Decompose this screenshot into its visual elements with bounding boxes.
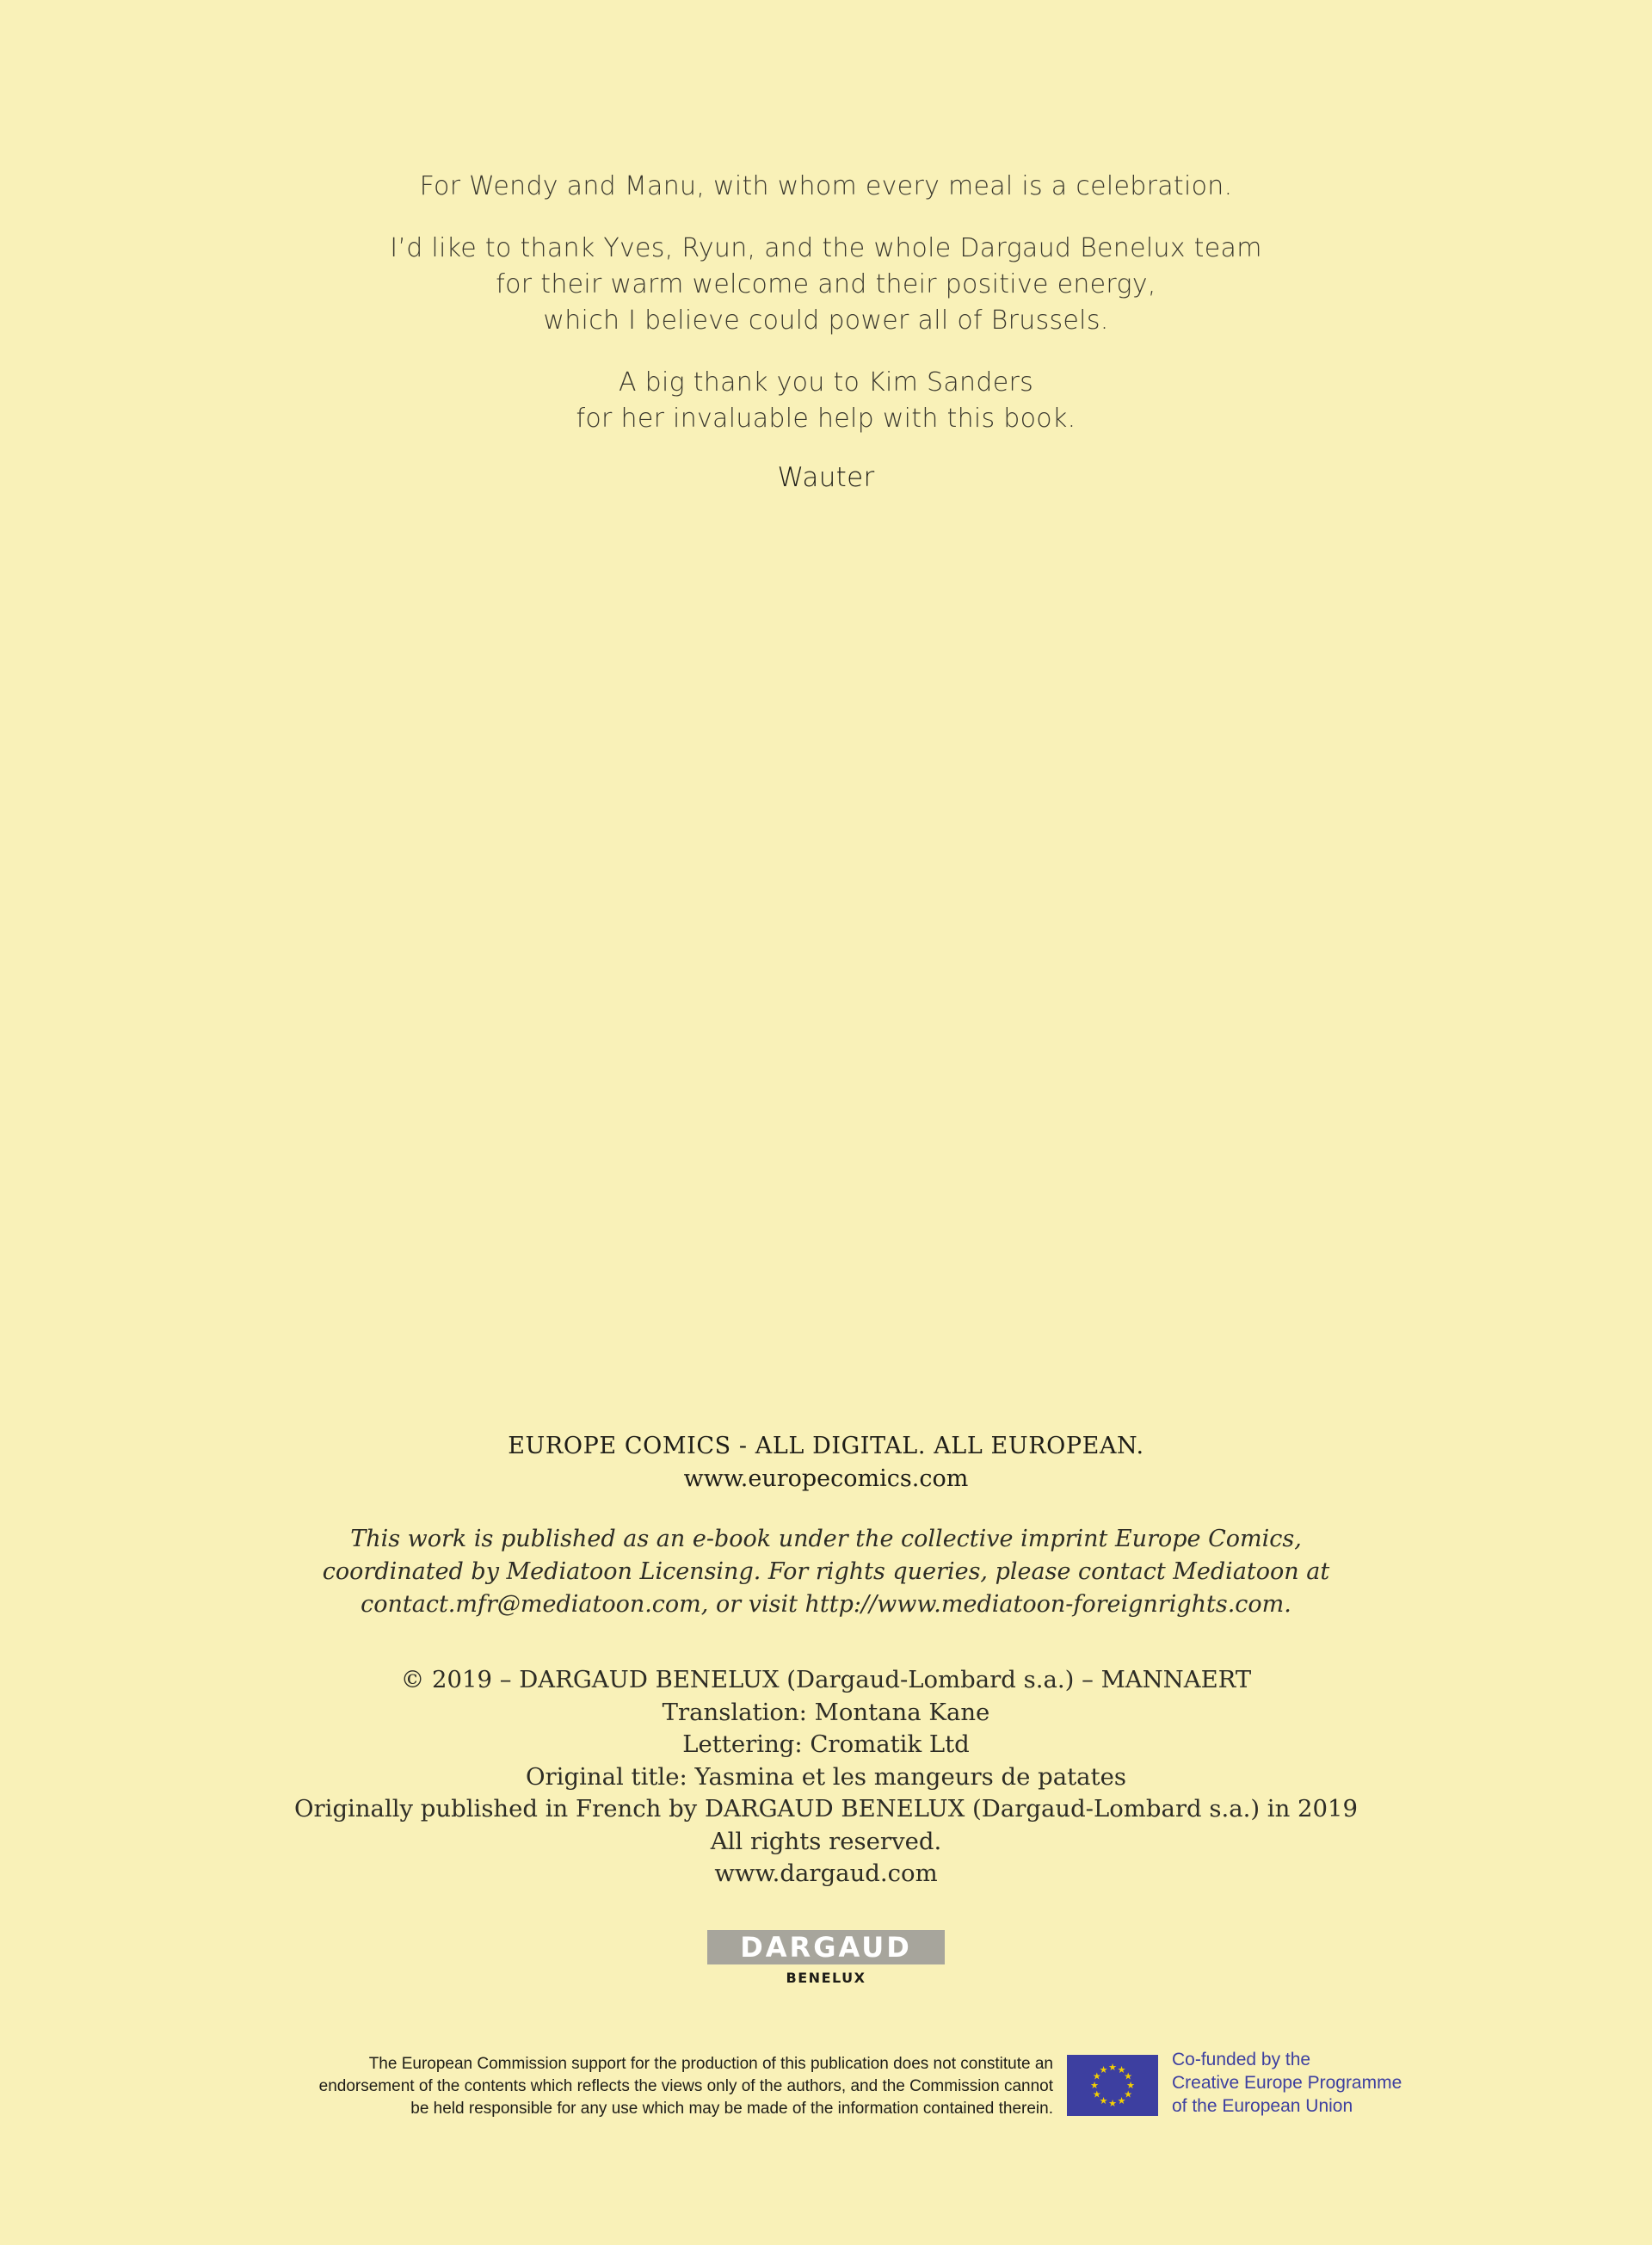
disclaimer-line: be held responsible for any use which may be made of the information contained therein. [410, 2100, 1053, 2118]
svg-text:★: ★ [1108, 2062, 1117, 2073]
imprint-heading: EUROPE COMICS - ALL DIGITAL. ALL EUROPEAN. [508, 1433, 1144, 1459]
eu-text-line: of the European Union [1172, 2096, 1353, 2116]
thanks-paragraph-1 [0, 231, 1652, 339]
notice-line: coordinated by Mediatoon Licensing. For rights queries, please contact Mediatoon at [322, 1558, 1330, 1585]
svg-text:★: ★ [1099, 2063, 1108, 2075]
svg-text:★: ★ [1092, 2070, 1101, 2082]
eu-stars-icon [1067, 2055, 1158, 2116]
svg-text:★: ★ [1124, 2088, 1133, 2100]
translation-credit: Translation: Montana Kane [662, 1698, 990, 1726]
thanks-line: for her invaluable help with this book. [576, 404, 1076, 434]
dargaud-link[interactable]: www.dargaud.com [714, 1860, 938, 1887]
thanks-paragraph-2 [0, 365, 1652, 437]
lettering-credit: Lettering: Cromatik Ltd [682, 1730, 970, 1758]
svg-text:★: ★ [1092, 2088, 1101, 2100]
svg-text:★: ★ [1117, 2063, 1126, 2075]
imprint-block [0, 1430, 1652, 1890]
benelux-label: BENELUX [786, 1970, 866, 1986]
svg-text:★: ★ [1117, 2095, 1126, 2107]
eu-text-line: Co-funded by the [1172, 2050, 1311, 2069]
dargaud-benelux-logo [707, 1930, 945, 1986]
notice-line: This work is published as an e-book under the collective imprint Europe Comics, [350, 1526, 1302, 1552]
notice-line: contact.mfr@mediatoon.com, or visit http://www.mediatoon-foreignrights.com. [361, 1591, 1291, 1618]
rights-reserved: All rights reserved. [710, 1827, 942, 1855]
svg-text:★: ★ [1090, 2080, 1099, 2091]
svg-text:★: ★ [1126, 2080, 1135, 2091]
thanks-line: I’d like to thank Yves, Ryun, and the whole Dargaud Benelux team [390, 233, 1262, 263]
dedication-line: For Wendy and Manu, with whom every meal is a celebration. [419, 171, 1233, 201]
dargaud-logo-box: DARGAUD [707, 1930, 945, 1964]
eu-cofunded-text [1172, 2048, 1402, 2118]
publication-notice [0, 1523, 1652, 1621]
svg-text:★: ★ [1108, 2098, 1117, 2109]
author-signature: Wauter [777, 462, 875, 493]
svg-text:★: ★ [1124, 2070, 1133, 2082]
svg-text:★: ★ [1099, 2095, 1108, 2107]
eu-disclaimer [181, 2053, 1053, 2120]
original-title: Original title: Yasmina et les mangeurs de patates [525, 1762, 1126, 1791]
thanks-line: for their warm welcome and their positive energy, [496, 269, 1156, 299]
europecomics-link[interactable]: www.europecomics.com [683, 1465, 969, 1492]
original-publication: Originally published in French by DARGAUD BENELUX (Dargaud-Lombard s.a.) in 2019 [293, 1795, 1359, 1823]
thanks-line: which I believe could power all of Brussels. [543, 305, 1109, 336]
eu-flag-icon [1067, 2055, 1158, 2116]
thanks-line: A big thank you to Kim Sanders [618, 367, 1034, 398]
copyright-line: © 2019 – DARGAUD BENELUX (Dargaud-Lombard s.a.) – MANNAERT [400, 1666, 1252, 1693]
disclaimer-line: endorsement of the contents which reflects the views only of the authors, and the Commission cannot [318, 2077, 1053, 2095]
disclaimer-line: The European Commission support for the production of this publication does not constitute an [368, 2055, 1053, 2073]
dedication-block [0, 169, 1652, 521]
credits-block [0, 1664, 1652, 1890]
eu-text-line: Creative Europe Programme [1172, 2073, 1402, 2093]
